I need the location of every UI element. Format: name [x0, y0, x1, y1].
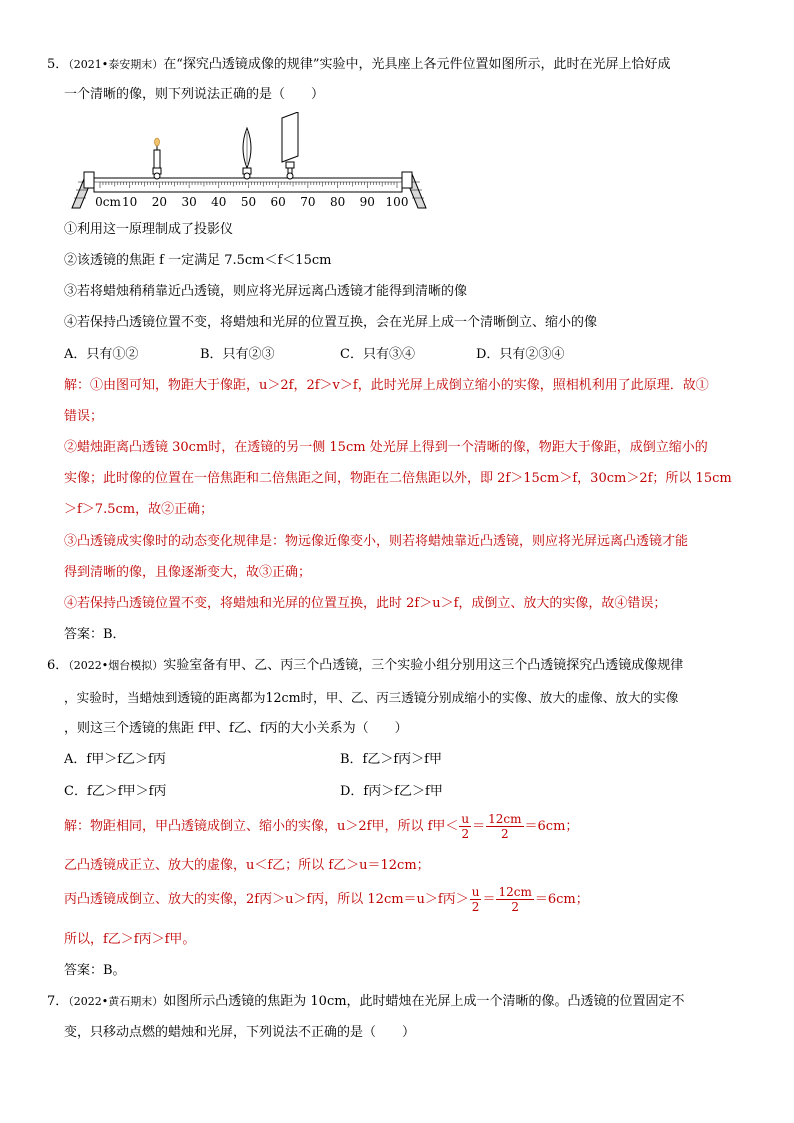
q5-stem-line1 [47, 55, 671, 75]
q6-answer: 答案：B。 [64, 963, 126, 978]
ruler-tick-label: 60 [270, 195, 286, 209]
q5-solution-line3: ②蜡烛距离凸透镜 30cm时，在透镜的另一侧 15cm 处光屏上得到一个清晰的像，物距大于像距，成倒立缩小的 [64, 440, 708, 455]
q6-stem-line3: ，则这三个透镜的焦距 f甲、f乙、f丙的大小关系为（ ） [64, 721, 408, 736]
ruler-tick-label: 40 [211, 195, 227, 209]
fraction-u-over-2 [470, 885, 482, 914]
fraction-u-over-2 [459, 812, 471, 841]
q6-option-d[interactable]: D．f丙＞f乙＞f甲 [340, 784, 443, 799]
q7-stem-line2: 变，只移动点燃的蜡烛和光屏，下列说法不正确的是（ ） [64, 1025, 416, 1040]
convex-lens-icon [243, 128, 251, 179]
ruler-tick-label: 100 [385, 195, 409, 209]
q5-statement-4: ④若保持凸透镜位置不变，将蜡烛和光屏的位置互换，会在光屏上成一个清晰倒立、缩小的像 [64, 315, 598, 330]
q6-sol3-result: ＝6cm； [534, 892, 589, 907]
q5-statement-3: ③若将蜡烛稍稍靠近凸透镜，则应将光屏远离凸透镜才能得到清晰的像 [64, 284, 468, 299]
ruler-tick-label: 10 [122, 195, 138, 209]
q6-option-a[interactable]: A．f甲＞f乙＞f丙 [64, 752, 166, 767]
q6-stem-line2: ，实验时，当蜡烛到透镜的距离都为12cm时，甲、乙、丙三透镜分别成缩小的实像、放大的虚像、放大的实像 [64, 690, 679, 705]
q6-solution-line4: 所以，f乙＞f丙＞f甲。 [64, 932, 196, 947]
q6-number: 6． [47, 658, 69, 673]
fraction-12cm-over-2 [496, 885, 533, 914]
ruler-tick-labels [95, 195, 408, 209]
q5-solution-line6: ③凸透镜成实像时的动态变化规律是：物远像近像变小，则若将蜡烛靠近凸透镜，则应将光屏远离凸透镜才能 [64, 534, 689, 549]
q5-solution-line8: ④若保持凸透镜位置不变，将蜡烛和光屏的位置互换，此时 2f＞u＞f，成倒立、放大的实像，故④错误； [64, 596, 667, 611]
q5-option-c[interactable]: C．只有③④ [340, 347, 415, 362]
q5-source: （2021•泰安期末） [68, 58, 164, 71]
q5-stem-line2: 一个清晰的像，则下列说法正确的是（ ） [64, 87, 325, 102]
ruler-tick-label: 90 [359, 195, 375, 209]
q5-solution-line4: 实像；此时像的位置在一倍焦距和二倍焦距之间，物距在二倍焦距以外，即 2f＞15cm＞f，30cm＞2f；所以 15cm [64, 471, 732, 486]
q6-option-b[interactable]: B．f乙＞f丙＞f甲 [340, 752, 442, 767]
q7-number: 7． [47, 994, 69, 1009]
q6-solution-line1 [64, 812, 578, 841]
q5-solution-line5: ＞f＞7.5cm，故②正确； [64, 502, 214, 517]
q6-solution-line2: 乙凸透镜成正立、放大的虚像，u＜f乙；所以 f乙＞u＝12cm； [64, 858, 430, 873]
candle-icon [153, 138, 161, 179]
frac-numerator: u [471, 885, 480, 899]
q6-stem-line1 [47, 656, 683, 676]
q6-source: （2022•烟台模拟） [68, 659, 164, 672]
q6-sol3-text: 丙凸透镜成倒立、放大的实像，2f丙＞u＞f丙，所以 12cm＝u＞f丙＞ [64, 892, 469, 907]
q5-option-d[interactable]: D．只有②③④ [476, 347, 565, 362]
frac-denominator: 2 [511, 900, 519, 914]
frac-numerator: 12cm [488, 812, 522, 826]
q7-source: （2022•黄石期末） [68, 995, 164, 1008]
frac-numerator: 12cm [498, 885, 532, 899]
optical-bench-figure [70, 112, 430, 212]
q6-sol1-text: 解：物距相同，甲凸透镜成倒立、缩小的实像，u＞2f甲，所以 f甲＜ [64, 819, 459, 834]
q6-sol1-eq: ＝ [472, 819, 486, 834]
frac-numerator: u [461, 812, 470, 826]
q5-solution-line2: 错误； [64, 409, 104, 424]
q5-statement-2: ②该透镜的焦距 f 一定满足 7.5cm＜f＜15cm [64, 253, 332, 268]
q5-number: 5． [47, 57, 69, 72]
light-screen-icon [282, 112, 298, 179]
ruler-tick-label: 80 [329, 195, 346, 209]
q6-sol3-eq: ＝ [482, 892, 496, 907]
ruler-tick-label: 20 [151, 195, 168, 209]
q6-solution-line3 [64, 885, 589, 914]
ruler-tick-label: 0cm [95, 195, 121, 209]
frac-denominator: 2 [471, 900, 480, 914]
fraction-12cm-over-2 [486, 812, 523, 841]
q5-solution-line1: 解：①由图可知，物距大于像距，u＞2f，2f＞v＞f，此时光屏上成倒立缩小的实像，照相机利用了此原理．故① [64, 378, 709, 393]
ruler-tick-label: 50 [240, 195, 257, 209]
ruler-tick-label: 30 [181, 195, 197, 209]
q5-option-a[interactable]: A．只有①② [64, 347, 139, 362]
q5-statement-1: ①利用这一原理制成了投影仪 [64, 222, 234, 237]
q6-option-c[interactable]: C．f乙＞f甲＞f丙 [64, 784, 167, 799]
q6-sol1-result: ＝6cm； [524, 819, 579, 834]
optical-rail [94, 178, 402, 192]
frac-denominator: 2 [501, 827, 509, 841]
frac-denominator: 2 [461, 827, 470, 841]
ruler-tick-label: 70 [300, 195, 316, 209]
q5-solution-line7: 得到清晰的像，且像逐渐变大，故③正确； [64, 565, 312, 580]
q7-stem-line1 [47, 992, 685, 1012]
q7-stem-text: 如图所示凸透镜的焦距为 10cm，此时蜡烛在光屏上成一个清晰的像。凸透镜的位置固定不 [163, 994, 685, 1009]
q5-answer: 答案：B． [64, 627, 126, 642]
q5-option-b[interactable]: B．只有②③ [200, 347, 275, 362]
q6-stem-text: 实验室备有甲、乙、丙三个凸透镜，三个实验小组分别用这三个凸透镜探究凸透镜成像规律 [163, 658, 684, 673]
q5-stem-text: 在“探究凸透镜成像的规律”实验中，光具座上各元件位置如图所示，此时在光屏上恰好成 [163, 57, 671, 72]
